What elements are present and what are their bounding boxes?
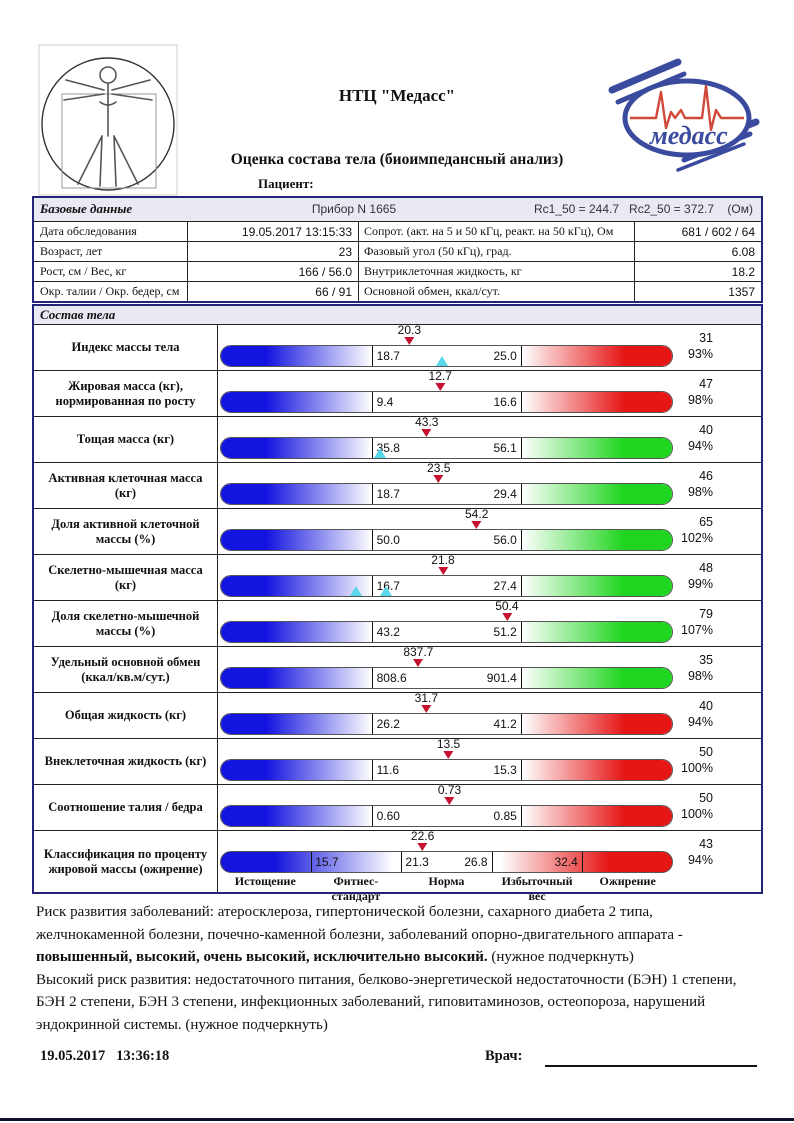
range-high: 25.0 <box>493 349 517 363</box>
bar-high-zone <box>522 438 672 458</box>
risk-paragraph-2: Высокий риск развития: недостаточного питания, белково-энергетической недостаточности (БЭН) 1 степени, БЭН 2 степени, БЭН 3 степени, инфекционных заболеваний, гиповитаминозов, остеопороза, нарушений эндокринной системы. (нужное подчеркнуть) <box>36 971 737 1033</box>
bar-low-zone <box>221 530 372 550</box>
value-marker <box>411 830 434 851</box>
marker-arrow-icon <box>444 751 454 759</box>
composition-row <box>34 600 761 646</box>
bar-high-zone <box>522 530 672 550</box>
range-bar-cell <box>218 417 675 462</box>
score-percent: 107% <box>681 623 713 637</box>
score-cell <box>675 647 761 692</box>
marker-value: 31.7 <box>414 691 439 705</box>
value-marker <box>437 738 460 759</box>
bar-wrap <box>220 371 673 416</box>
bar-wrap <box>220 693 673 738</box>
prev-marker-icon <box>350 586 362 596</box>
bar-norm-zone <box>372 622 522 642</box>
value-marker <box>403 646 433 667</box>
base-data-row <box>34 261 761 281</box>
base-data-rows <box>34 221 761 301</box>
range-bar-cell <box>218 555 675 600</box>
row-label: Соотношение талия / бедра <box>34 785 218 830</box>
value-marker <box>495 600 518 621</box>
range-bar <box>220 667 673 689</box>
row-label: Доля скелетно-мышечной массы (%) <box>34 601 218 646</box>
base-row-value: 19.05.2017 13:15:33 <box>188 222 359 241</box>
range-low: 26.2 <box>376 717 400 731</box>
score-cell <box>675 325 761 370</box>
bar-wrap <box>220 325 673 370</box>
vitruvian-man-icon <box>38 44 178 196</box>
bar-wrap <box>220 829 673 903</box>
score-cell <box>675 417 761 462</box>
bar-norm-zone <box>372 392 522 412</box>
score-value: 46 <box>699 469 713 483</box>
range-bar-cell <box>218 693 675 738</box>
range-bar-cell <box>218 509 675 554</box>
score-percent: 94% <box>687 715 713 729</box>
marker-value: 837.7 <box>403 645 434 659</box>
range-high: 901.4 <box>486 671 517 685</box>
score-cell <box>675 509 761 554</box>
composition-row <box>34 462 761 508</box>
bar-high-zone <box>522 714 672 734</box>
base-row-value: 1357 <box>728 284 755 299</box>
zone-divider <box>582 852 583 872</box>
marker-value: 21.8 <box>431 553 455 567</box>
base-row-label: Окр. талии / Окр. бедер, см <box>34 282 188 301</box>
marker-value: 13.5 <box>436 737 461 751</box>
base-row-label: Возраст, лет <box>34 242 188 261</box>
score-percent: 100% <box>681 807 713 821</box>
score-value: 50 <box>699 791 713 805</box>
bar-norm-zone <box>372 530 522 550</box>
base-row-value: 166 / 56.0 <box>188 262 359 281</box>
zone-bound: 32.4 <box>554 855 578 869</box>
composition-row <box>34 784 761 830</box>
score-cell <box>675 739 761 784</box>
score-value: 35 <box>699 653 713 667</box>
range-bar-cell <box>218 829 675 903</box>
score-value: 65 <box>699 515 713 529</box>
composition-row <box>34 738 761 784</box>
range-high: 15.3 <box>493 763 517 777</box>
score-value: 79 <box>699 607 713 621</box>
base-data-row <box>34 281 761 301</box>
marker-arrow-icon <box>418 843 428 851</box>
base-data-row <box>34 241 761 261</box>
base-data-table <box>32 196 763 303</box>
score-value: 40 <box>699 423 713 437</box>
range-low: 11.6 <box>376 763 400 777</box>
marker-value: 12.7 <box>428 369 452 383</box>
range-bar <box>220 529 673 551</box>
range-high: 27.4 <box>493 579 517 593</box>
risk-paragraph-1 <box>36 901 761 969</box>
range-bar <box>220 483 673 505</box>
bar-low-zone <box>221 622 372 642</box>
base-row-label: Рост, см / Вес, кг <box>34 262 188 281</box>
score-percent: 93% <box>687 347 713 361</box>
bar-low-zone <box>221 760 372 780</box>
score-percent: 94% <box>687 853 713 867</box>
risk-1-bold: повышенный, высокий, очень высокий, исключительно высокий. <box>36 949 488 965</box>
bar-norm-zone <box>372 714 522 734</box>
zone-label: Ожирение <box>599 874 656 888</box>
range-bar <box>220 805 673 827</box>
range-high: 56.0 <box>493 533 517 547</box>
risk-text <box>36 901 761 1036</box>
range-bar <box>220 575 673 597</box>
range-low: 16.7 <box>376 579 400 593</box>
score-value: 50 <box>699 745 713 759</box>
base-row-label: Основной обмен, ккал/сут. <box>359 282 635 301</box>
composition-rows <box>34 323 761 903</box>
composition-row <box>34 692 761 738</box>
composition-row <box>34 829 761 903</box>
bottom-rule <box>0 1118 794 1121</box>
base-row-value: 18.2 <box>731 264 755 279</box>
marker-arrow-icon <box>472 521 482 529</box>
zone-label: Фитнес-стандарт <box>331 874 381 903</box>
marker-value: 22.6 <box>410 829 435 843</box>
score-percent: 94% <box>687 439 713 453</box>
marker-value: 50.4 <box>495 599 519 613</box>
bar-norm-zone <box>372 668 522 688</box>
value-marker <box>465 508 488 529</box>
bar-high-zone <box>522 806 672 826</box>
range-high: 51.2 <box>493 625 517 639</box>
range-bar-cell <box>218 647 675 692</box>
range-bar <box>220 713 673 735</box>
base-row-value: 23 <box>188 242 359 261</box>
score-percent: 100% <box>681 761 713 775</box>
row-label: Внеклеточная жидкость (кг) <box>34 739 218 784</box>
marker-arrow-icon <box>413 659 423 667</box>
bar-high-zone <box>522 760 672 780</box>
marker-arrow-icon <box>421 705 431 713</box>
marker-value: 43.3 <box>415 415 439 429</box>
zone-bound: 15.7 <box>315 855 339 869</box>
score-percent: 99% <box>687 577 713 591</box>
base-row-label: Сопрот. (акт. на 5 и 50 кГц, реакт. на 50 кГц), Ом <box>359 222 635 241</box>
marker-arrow-icon <box>445 797 455 805</box>
base-row-label: Фазовый угол (50 кГц), град. <box>359 242 635 261</box>
row-label: Удельный основной обмен (ккал/кв.м/сут.) <box>34 647 218 692</box>
bar-norm-zone <box>372 806 522 826</box>
range-low: 50.0 <box>376 533 400 547</box>
score-percent: 98% <box>687 485 713 499</box>
doctor-label: Врач: <box>485 1048 523 1064</box>
composition-row <box>34 416 761 462</box>
base-data-title: Базовые данные <box>40 201 133 216</box>
zone-divider <box>311 852 312 872</box>
bar-low-zone <box>221 714 372 734</box>
row-label: Общая жидкость (кг) <box>34 693 218 738</box>
range-low: 9.4 <box>376 395 394 409</box>
rc-values: Rc1_50 = 244.7 Rc2_50 = 372.7 (Ом) <box>533 202 753 216</box>
bar-high-zone <box>522 346 672 366</box>
range-bar <box>220 621 673 643</box>
bar-low-zone <box>221 438 372 458</box>
range-bar-cell <box>218 601 675 646</box>
score-cell <box>675 831 761 892</box>
base-row-value: 66 / 91 <box>188 282 359 301</box>
base-data-header <box>34 198 761 221</box>
marker-arrow-icon <box>502 613 512 621</box>
range-bar-cell <box>218 739 675 784</box>
prev-marker-icon <box>374 448 386 458</box>
bar-norm-zone <box>372 438 522 458</box>
report-title: Оценка состава тела (биоимпедансный анализ) <box>230 151 564 168</box>
row-label: Тощая масса (кг) <box>34 417 218 462</box>
score-cell <box>675 371 761 416</box>
marker-arrow-icon <box>435 383 445 391</box>
marker-value: 0.73 <box>437 783 462 797</box>
bar-high-zone <box>522 576 672 596</box>
range-bar <box>220 391 673 413</box>
bar-wrap <box>220 785 673 830</box>
score-cell <box>675 601 761 646</box>
score-value: 47 <box>699 377 713 391</box>
composition-title: Состав тела <box>34 306 761 324</box>
zone-label: Избыточный вес <box>501 874 573 903</box>
prev-marker-icon <box>436 356 448 366</box>
score-cell <box>675 693 761 738</box>
value-marker <box>431 554 454 575</box>
base-row-value: 681 / 602 / 64 <box>681 224 755 239</box>
range-low: 35.8 <box>376 441 400 455</box>
range-high: 56.1 <box>493 441 517 455</box>
range-bar-cell <box>218 325 675 370</box>
bar-wrap <box>220 647 673 692</box>
bar-low-zone <box>221 346 372 366</box>
zone-bound: 26.8 <box>464 855 488 869</box>
report-datetime: 19.05.2017 13:36:18 <box>40 1048 170 1064</box>
device-number: Прибор N 1665 <box>311 202 397 216</box>
range-high: 29.4 <box>493 487 517 501</box>
bar-high-zone <box>522 668 672 688</box>
row-label: Жировая масса (кг), нормированная по росту <box>34 371 218 416</box>
zone-divider <box>492 852 493 872</box>
composition-row <box>34 370 761 416</box>
marker-value: 20.3 <box>397 323 422 337</box>
score-percent: 102% <box>681 531 713 545</box>
value-marker <box>427 462 450 483</box>
bar-high-zone <box>522 484 672 504</box>
composition-row <box>34 554 761 600</box>
bar-low-zone <box>221 484 372 504</box>
row-label: Активная клеточная масса (кг) <box>34 463 218 508</box>
marker-value: 54.2 <box>465 507 489 521</box>
range-low: 0.60 <box>376 809 400 823</box>
marker-arrow-icon <box>434 475 444 483</box>
value-marker <box>438 784 461 805</box>
range-high: 41.2 <box>493 717 517 731</box>
row-label: Скелетно-мышечная масса (кг) <box>34 555 218 600</box>
bar-wrap <box>220 417 673 462</box>
bar-wrap <box>220 555 673 600</box>
composition-row <box>34 646 761 692</box>
doctor-signature-line <box>545 1049 757 1067</box>
score-value: 40 <box>699 699 713 713</box>
composition-table <box>32 304 763 903</box>
bar-low-zone <box>221 806 372 826</box>
zone-label: Истощение <box>234 874 296 888</box>
marker-value: 23.5 <box>427 461 451 475</box>
patient-label: Пациент: <box>258 176 314 191</box>
zone-labels <box>220 874 673 903</box>
composition-row <box>34 508 761 554</box>
bar-wrap <box>220 463 673 508</box>
prev-marker-icon <box>380 586 392 596</box>
composition-row <box>34 324 761 370</box>
score-cell <box>675 785 761 830</box>
marker-arrow-icon <box>438 567 448 575</box>
base-row-value: 6.08 <box>731 244 755 259</box>
row-label: Индекс массы тела <box>34 325 218 370</box>
base-data-row <box>34 221 761 241</box>
bar-high-zone <box>522 622 672 642</box>
risk-1-tail: (нужное подчеркнуть) <box>487 949 634 965</box>
value-marker <box>415 416 438 437</box>
bar-low-zone <box>221 392 372 412</box>
score-cell <box>675 463 761 508</box>
score-value: 48 <box>699 561 713 575</box>
vitruvian-man-image <box>38 44 178 196</box>
score-percent: 98% <box>687 669 713 683</box>
range-low: 18.7 <box>376 487 400 501</box>
bar-norm-zone <box>372 576 522 596</box>
bar-norm-zone <box>372 484 522 504</box>
range-high: 16.6 <box>493 395 517 409</box>
zone-bound: 21.3 <box>405 855 429 869</box>
range-low: 808.6 <box>376 671 407 685</box>
bar-high-zone <box>522 392 672 412</box>
score-value: 43 <box>699 837 713 851</box>
range-low: 18.7 <box>376 349 400 363</box>
base-row-label: Внутриклеточная жидкость, кг <box>359 262 635 281</box>
marker-arrow-icon <box>404 337 414 345</box>
risk-1-normal: Риск развития заболеваний: атеросклероза, гипертонической болезни, сахарного диабета 2 типа, желчнокаменной болезни, почечно-каменной болезни, заболеваний опорно-двигательного аппарата - <box>36 904 683 943</box>
zone-divider <box>401 852 402 872</box>
range-bar <box>220 851 673 873</box>
range-bar-cell <box>218 371 675 416</box>
range-bar-cell <box>218 463 675 508</box>
range-high: 0.85 <box>493 809 517 823</box>
bar-wrap <box>220 509 673 554</box>
marker-arrow-icon <box>422 429 432 437</box>
value-marker <box>398 324 421 345</box>
range-low: 43.2 <box>376 625 400 639</box>
range-bar-cell <box>218 785 675 830</box>
bar-low-zone <box>221 668 372 688</box>
row-label: Классификация по проценту жировой массы (ожирение) <box>34 831 218 892</box>
logo-text: медасс <box>650 121 728 150</box>
range-bar <box>220 437 673 459</box>
bar-wrap <box>220 601 673 646</box>
score-value: 31 <box>699 331 713 345</box>
organization-title: НТЦ "Медасс" <box>338 86 456 105</box>
range-bar <box>220 759 673 781</box>
zone-label: Норма <box>428 874 465 888</box>
value-marker <box>429 370 452 391</box>
row-label: Доля активной клеточной массы (%) <box>34 509 218 554</box>
value-marker <box>415 692 438 713</box>
bar-norm-zone <box>372 760 522 780</box>
bar-wrap <box>220 739 673 784</box>
base-row-label: Дата обследования <box>34 222 188 241</box>
score-percent: 98% <box>687 393 713 407</box>
score-cell <box>675 555 761 600</box>
